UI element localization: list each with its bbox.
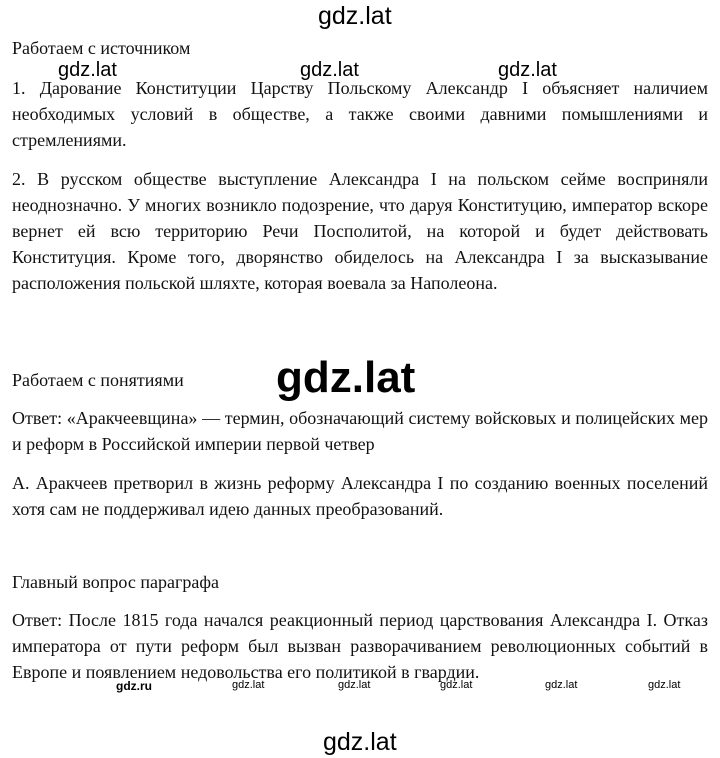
watermark-small: gdz.lat xyxy=(300,59,359,81)
section-heading-source: Работаем с источником xyxy=(12,38,191,58)
watermark-tiny: gdz.ru xyxy=(116,679,152,693)
paragraph-concepts-1: Ответ: «Аракчеевщина» — термин, обозначающий систему войсковых и полицейских мер и реформ в Российской империи первой четвер xyxy=(12,408,708,454)
section-heading-concepts: Работаем с понятиями xyxy=(12,370,184,390)
paragraph-concepts-2: А. Аракчеев претворил в жизнь реформу Александра I по созданию военных поселений хотя сам не поддерживал идею данных преобразований. xyxy=(12,473,708,519)
watermark-small: gdz.lat xyxy=(498,59,557,81)
watermark-tiny: gdz.lat xyxy=(648,679,681,691)
watermark-tiny: gdz.lat xyxy=(232,679,265,691)
watermark-tiny: gdz.lat xyxy=(545,679,578,691)
section-heading-main-question: Главный вопрос параграфа xyxy=(12,572,219,592)
watermark-small: gdz.lat xyxy=(58,59,117,81)
watermark-bottom: gdz.lat xyxy=(323,728,397,756)
watermark-middle: gdz.lat xyxy=(276,353,416,402)
paragraph-source-1: 1. Дарование Конституции Царству Польскому Александр I объясняет наличием необходимых условий в обществе, а также своими давними помышлениями и стремлениями. xyxy=(12,78,708,150)
watermark-tiny: gdz.lat xyxy=(338,679,371,691)
paragraph-source-2: 2. В русском обществе выступление Александра I на польском сейме восприняли неоднозначно. У многих возникло подозрение, что даруя Конституцию, император вскоре вернет ей всю территорию Речи Посполитой, на которой и будет действовать Конституция. Кроме того, дворянство обиделось на Александра I за высказывание расположения польской шляхте, которая воевала за Наполеона. xyxy=(12,169,708,293)
watermark-tiny: gdz.lat xyxy=(440,679,473,691)
paragraph-main-question-1: Ответ: После 1815 года начался реакционный период царствования Александра I. Отказ императора от пути реформ был вызван разворачиванием революционных событий в Европе и появлением недовольства его политикой в гвардии. xyxy=(12,610,708,682)
watermark-top: gdz.lat xyxy=(318,2,392,30)
